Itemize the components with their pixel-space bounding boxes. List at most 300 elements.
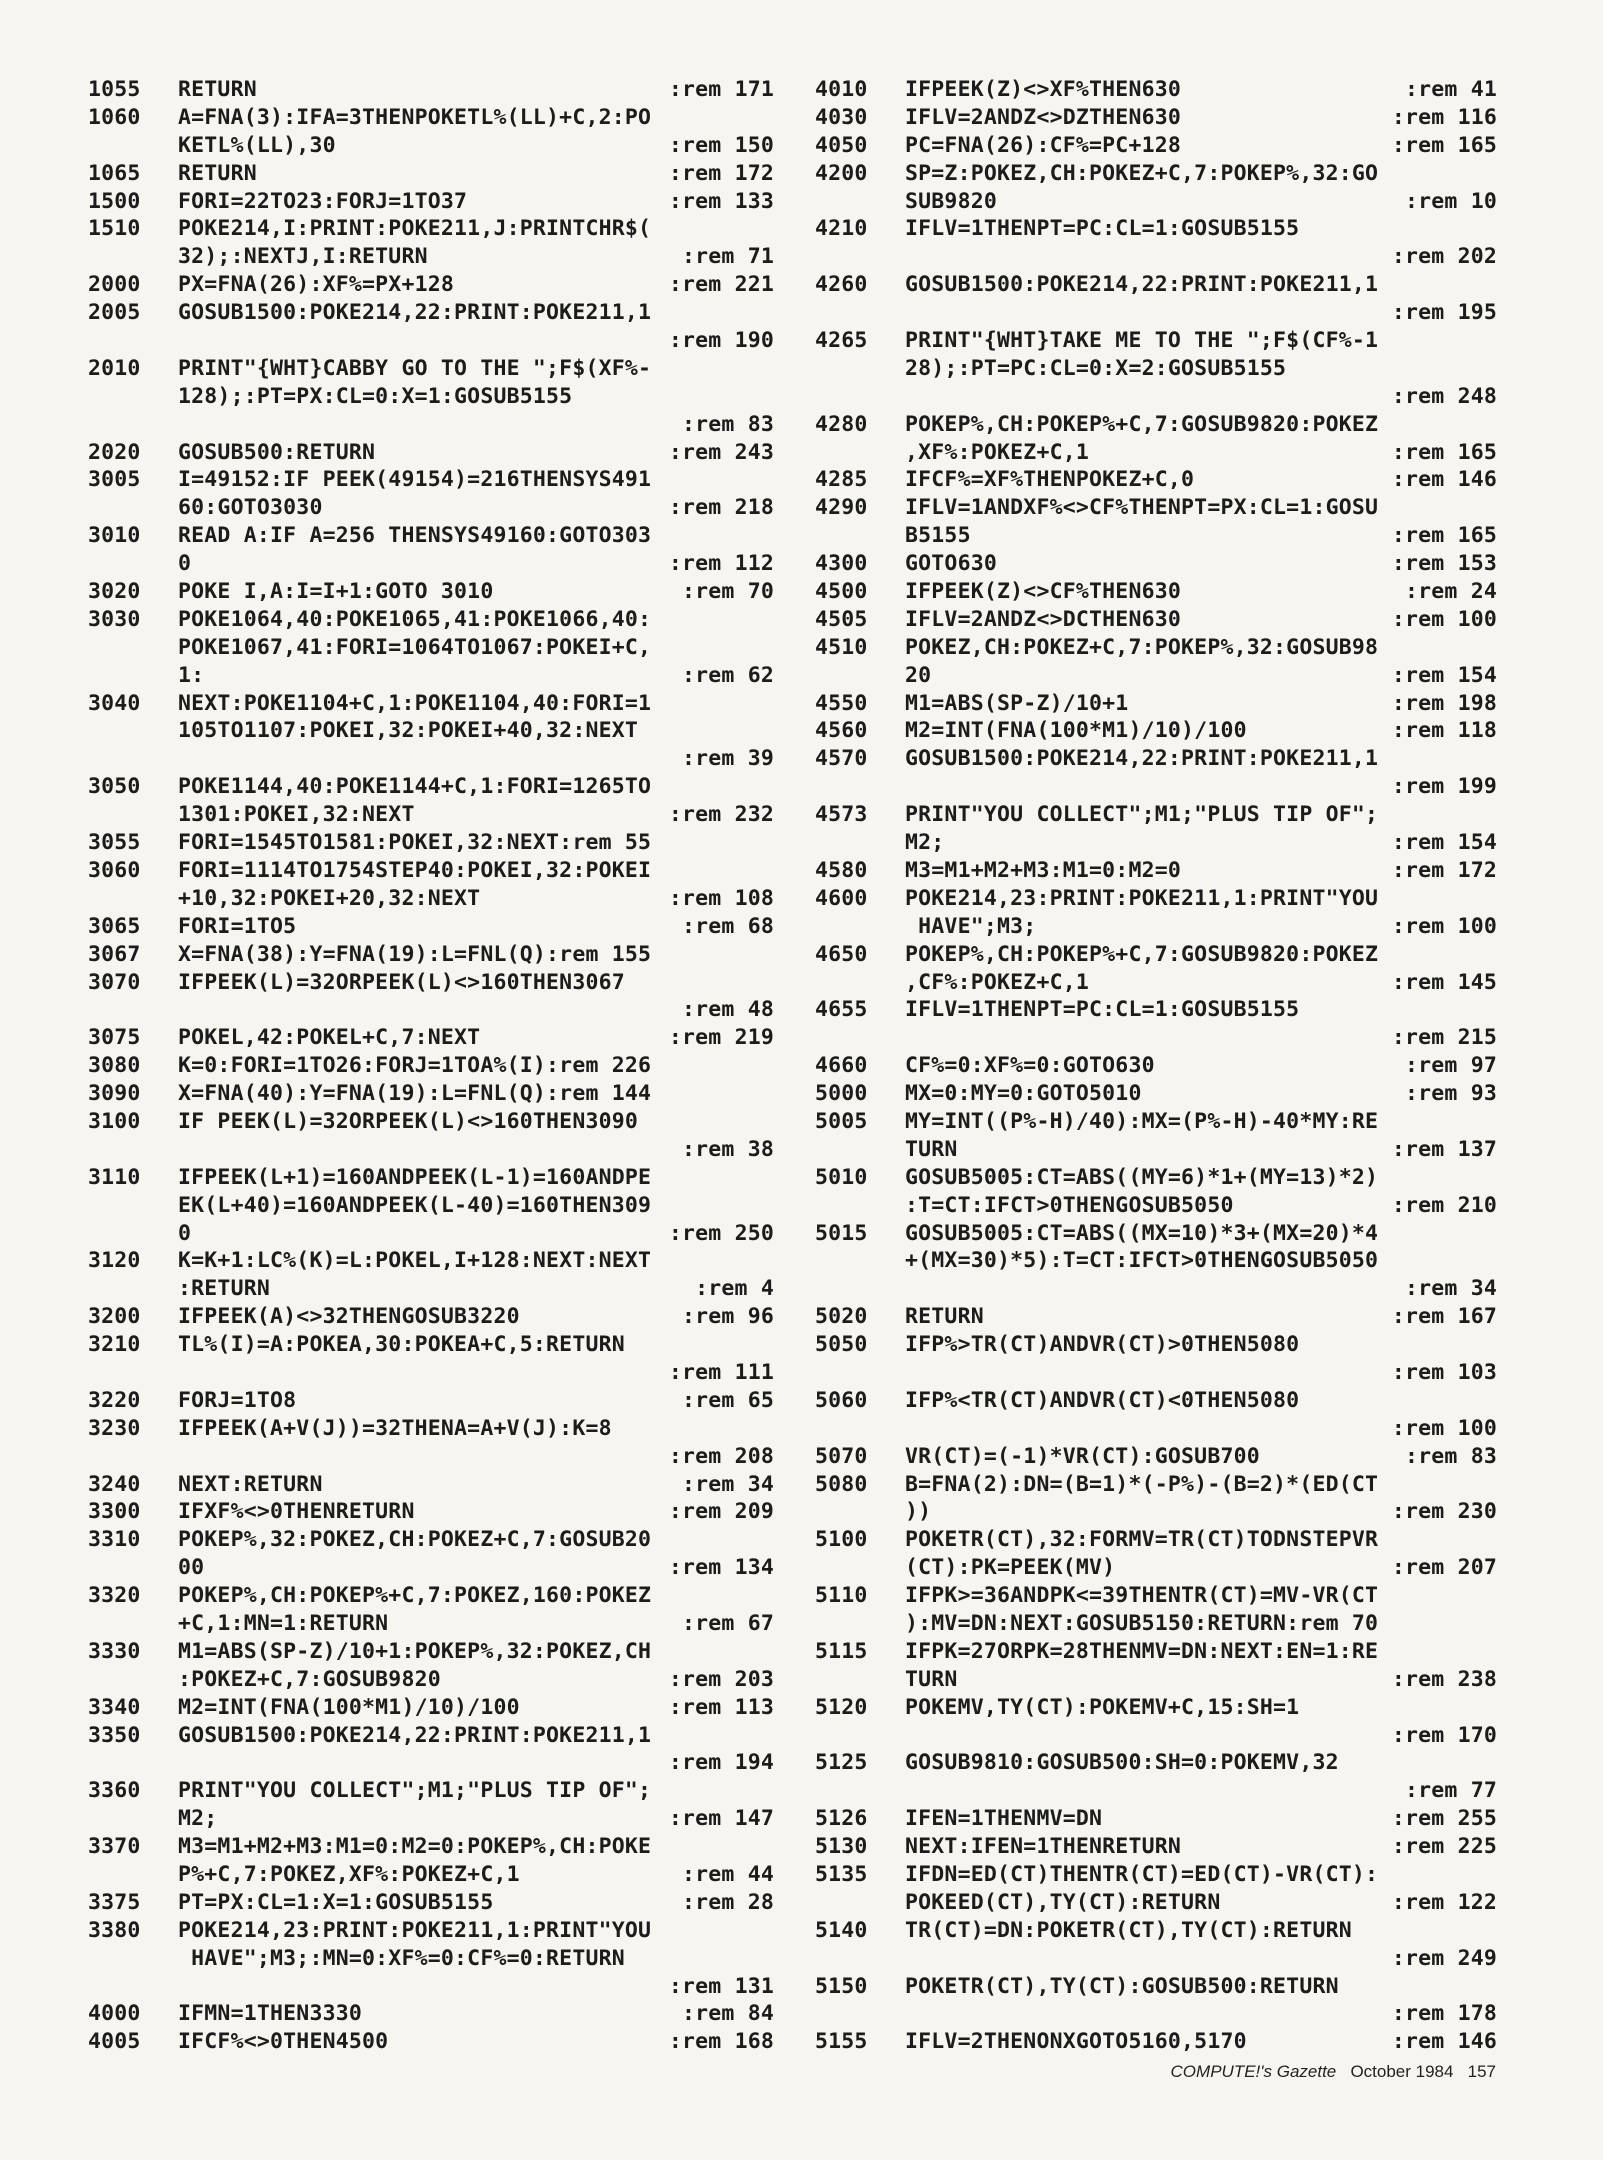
code-line <box>815 1080 1497 1108</box>
rem-checksum: :rem 195 <box>1391 300 1497 326</box>
rem-checksum: :rem 145 <box>1391 969 1497 995</box>
code-text: B=FNA(2):DN=(B=1)*(-P%)-(B=2)*(ED(CT <box>905 1471 1379 1497</box>
line-number: 4580 <box>815 857 868 883</box>
code-text: IFLV=2THENONXGOTO5160,5170 <box>905 2029 1247 2055</box>
code-line <box>815 606 1497 634</box>
code-line <box>88 578 774 606</box>
rem-checksum: :rem 133 <box>668 188 774 214</box>
code-text: GOSUB1500:POKE214,22:PRINT:POKE211,1 <box>905 272 1379 298</box>
line-number: 5155 <box>815 2029 868 2055</box>
code-line <box>815 1777 1497 1805</box>
line-number: 4290 <box>815 495 868 521</box>
code-text: GOSUB9810:GOSUB500:SH=0:POKEMV,32 <box>905 1750 1339 1776</box>
code-text: :POKEZ+C,7:GOSUB9820 <box>178 1666 441 1692</box>
rem-checksum: :rem 170 <box>1391 1722 1497 1748</box>
code-text: POKE1144,40:POKE1144+C,1:FORI=1265TO <box>178 774 652 800</box>
code-text: IFMN=1THEN3330 <box>178 2001 363 2027</box>
rem-checksum: :rem 210 <box>1391 1192 1497 1218</box>
code-line <box>88 1387 774 1415</box>
publication-name: COMPUTE!'s Gazette <box>1170 2062 1337 2081</box>
code-line <box>815 885 1497 913</box>
code-text: K=0:FORI=1TO26:FORJ=1TOA%(I):rem 226 <box>178 1053 652 1079</box>
line-number: 3055 <box>88 830 141 856</box>
rem-checksum: :rem 165 <box>1391 439 1497 465</box>
line-number: 4285 <box>815 467 868 493</box>
code-line <box>88 215 774 243</box>
line-number: 3340 <box>88 1694 141 1720</box>
line-number: 4573 <box>815 802 868 828</box>
code-line <box>88 1861 774 1889</box>
code-line <box>815 1722 1497 1750</box>
code-line <box>88 773 774 801</box>
code-line <box>88 550 774 578</box>
line-number: 4280 <box>815 411 868 437</box>
code-line <box>815 690 1497 718</box>
line-number: 4510 <box>815 634 868 660</box>
line-number: 2005 <box>88 300 141 326</box>
code-text: 60:GOTO3030 <box>178 495 323 521</box>
code-line <box>815 1136 1497 1164</box>
line-number: 4500 <box>815 579 868 605</box>
line-number: 3240 <box>88 1471 141 1497</box>
code-line <box>815 215 1497 243</box>
line-number: 4570 <box>815 746 868 772</box>
line-number: 4650 <box>815 941 868 967</box>
line-number: 5005 <box>815 1108 868 1134</box>
line-number: 3100 <box>88 1108 141 1134</box>
code-text: B5155 <box>905 523 971 549</box>
line-number: 3230 <box>88 1415 141 1441</box>
code-line <box>88 1917 774 1945</box>
code-line <box>815 969 1497 997</box>
code-line <box>88 76 774 104</box>
line-number: 4050 <box>815 132 868 158</box>
rem-checksum: :rem 153 <box>1391 551 1497 577</box>
code-text: RETURN <box>178 77 257 102</box>
code-line <box>88 2000 774 2028</box>
code-line <box>815 466 1497 494</box>
rem-checksum: :rem 199 <box>1391 774 1497 800</box>
rem-checksum: :rem 178 <box>1391 2001 1497 2027</box>
line-number: 3075 <box>88 1025 141 1051</box>
code-line <box>815 1638 1497 1666</box>
code-text: POKE214,I:PRINT:POKE211,J:PRINTCHR$( <box>178 216 652 242</box>
code-line <box>815 1359 1497 1387</box>
rem-checksum: :rem 165 <box>1391 523 1497 549</box>
rem-checksum: :rem 112 <box>668 551 774 577</box>
code-line <box>88 188 774 216</box>
line-number: 4560 <box>815 718 868 744</box>
code-text: A=FNA(3):IFA=3THENPOKETL%(LL)+C,2:PO <box>178 104 652 130</box>
code-line <box>815 522 1497 550</box>
code-line <box>88 132 774 160</box>
code-line <box>815 801 1497 829</box>
code-line <box>88 494 774 522</box>
code-text: X=FNA(40):Y=FNA(19):L=FNL(Q):rem 144 <box>178 1081 652 1107</box>
code-text: ,CF%:POKEZ+C,1 <box>905 969 1090 995</box>
code-line <box>815 1471 1497 1499</box>
code-line <box>815 857 1497 885</box>
code-line <box>88 1582 774 1610</box>
code-line <box>88 941 774 969</box>
line-number: 4000 <box>88 2001 141 2027</box>
code-line <box>815 1052 1497 1080</box>
code-text: KETL%(LL),30 <box>178 132 336 158</box>
code-line <box>815 1694 1497 1722</box>
line-number: 1055 <box>88 77 141 102</box>
code-text: IFLV=1THENPT=PC:CL=1:GOSUB5155 <box>905 216 1300 242</box>
line-number: 5135 <box>815 1862 868 1887</box>
line-number: 3005 <box>88 467 141 493</box>
line-number: 5150 <box>815 1973 868 1999</box>
line-number: 4300 <box>815 551 868 577</box>
code-text: FORI=22TO23:FORJ=1TO37 <box>178 188 468 214</box>
rem-checksum: :rem 34 <box>1404 1276 1497 1302</box>
code-text: NEXT:IFEN=1THENRETURN <box>905 1834 1182 1860</box>
code-line <box>88 1303 774 1331</box>
code-line <box>88 1247 774 1275</box>
code-text: PC=FNA(26):CF%=PC+128 <box>905 132 1182 158</box>
code-line <box>815 411 1497 439</box>
rem-checksum: :rem 147 <box>668 1806 774 1832</box>
code-text: PRINT"YOU COLLECT";M1;"PLUS TIP OF"; <box>178 1778 652 1804</box>
line-number: 1510 <box>88 216 141 242</box>
code-text: )) <box>905 1499 932 1525</box>
code-line <box>88 1722 774 1750</box>
code-text: M2=INT(FNA(100*M1)/10)/100 <box>178 1694 520 1720</box>
rem-checksum: :rem 154 <box>1391 830 1497 856</box>
code-line <box>88 271 774 299</box>
code-line <box>815 634 1497 662</box>
code-line <box>815 773 1497 801</box>
line-number: 3360 <box>88 1778 141 1804</box>
code-line <box>815 1387 1497 1415</box>
code-line <box>815 1554 1497 1582</box>
code-text: IFCF%<>0THEN4500 <box>178 2029 389 2055</box>
rem-checksum: :rem 209 <box>668 1499 774 1525</box>
code-line <box>815 132 1497 160</box>
line-number: 3210 <box>88 1332 141 1358</box>
code-line <box>815 1303 1497 1331</box>
code-text: GOSUB1500:POKE214,22:PRINT:POKE211,1 <box>178 300 652 326</box>
code-text: IFPEEK(Z)<>CF%THEN630 <box>905 579 1182 605</box>
line-number: 3060 <box>88 857 141 883</box>
code-text: 0 <box>178 551 192 577</box>
rem-checksum: :rem 93 <box>1404 1081 1497 1107</box>
code-text: POKE1067,41:FORI=1064TO1067:POKEI+C, <box>178 634 652 660</box>
rem-checksum: :rem 137 <box>1391 1136 1497 1162</box>
code-text: PT=PX:CL=1:X=1:GOSUB5155 <box>178 1889 494 1915</box>
code-text: IFPK>=36ANDPK<=39THENTR(CT)=MV-VR(CT <box>905 1583 1379 1609</box>
code-text: POKE214,23:PRINT:POKE211,1:PRINT"YOU <box>178 1917 652 1943</box>
line-number: 3220 <box>88 1387 141 1413</box>
line-number: 4005 <box>88 2029 141 2055</box>
rem-checksum: :rem 168 <box>668 2029 774 2055</box>
code-text: 28);:PT=PC:CL=0:X=2:GOSUB5155 <box>905 355 1287 381</box>
line-number: 4210 <box>815 216 868 242</box>
line-number: 5130 <box>815 1834 868 1860</box>
code-text: IFLV=2ANDZ<>DCTHEN630 <box>905 606 1182 632</box>
code-line <box>88 160 774 188</box>
line-number: 5070 <box>815 1443 868 1469</box>
code-text: :T=CT:IFCT>0THENGOSUB5050 <box>905 1192 1234 1218</box>
code-text: POKE214,23:PRINT:POKE211,1:PRINT"YOU <box>905 885 1379 911</box>
rem-checksum: :rem 232 <box>668 802 774 828</box>
rem-checksum: :rem 218 <box>668 495 774 521</box>
code-line <box>815 717 1497 745</box>
code-text: EK(L+40)=160ANDPEEK(L-40)=160THEN309 <box>178 1192 652 1218</box>
line-number: 3330 <box>88 1638 141 1664</box>
code-text: 0 <box>178 1220 192 1246</box>
rem-checksum: :rem 24 <box>1404 579 1497 605</box>
line-number: 3310 <box>88 1527 141 1553</box>
code-text: 00 <box>178 1555 205 1581</box>
rem-checksum: :rem 146 <box>1391 2029 1497 2055</box>
rem-checksum: :rem 243 <box>668 439 774 465</box>
code-line <box>815 1666 1497 1694</box>
code-line <box>815 1108 1497 1136</box>
rem-checksum: :rem 248 <box>1391 383 1497 409</box>
page-footer <box>1171 2062 1496 2082</box>
rem-checksum: :rem 83 <box>681 411 774 437</box>
code-text: GOTO630 <box>905 551 998 577</box>
code-text: 20 <box>905 662 932 688</box>
rem-checksum: :rem 122 <box>1391 1889 1497 1915</box>
code-line <box>88 299 774 327</box>
line-number: 5050 <box>815 1332 868 1358</box>
code-line <box>88 104 774 132</box>
rem-checksum: :rem 39 <box>681 746 774 772</box>
code-line <box>815 1247 1497 1275</box>
line-number: 3375 <box>88 1889 141 1915</box>
code-line <box>815 439 1497 467</box>
code-text: POKE I,A:I=I+1:GOTO 3010 <box>178 579 494 605</box>
rem-checksum: :rem 202 <box>1391 244 1497 270</box>
rem-checksum: :rem 67 <box>681 1610 774 1636</box>
rem-checksum: :rem 113 <box>668 1694 774 1720</box>
listing-right-column <box>815 76 1497 2056</box>
rem-checksum: :rem 28 <box>681 1889 774 1915</box>
code-text: IFP%>TR(CT)ANDVR(CT)>0THEN5080 <box>905 1332 1300 1358</box>
line-number: 3065 <box>88 913 141 939</box>
line-number: 3200 <box>88 1304 141 1330</box>
code-text: 32);:NEXTJ,I:RETURN <box>178 244 428 270</box>
code-text: POKEP%,32:POKEZ,CH:POKEZ+C,7:GOSUB20 <box>178 1527 652 1553</box>
code-line <box>815 355 1497 383</box>
line-number: 2000 <box>88 272 141 298</box>
code-line <box>88 2028 774 2056</box>
code-line <box>88 439 774 467</box>
code-line <box>815 327 1497 355</box>
rem-checksum: :rem 100 <box>1391 913 1497 939</box>
code-line <box>88 1498 774 1526</box>
code-line <box>815 1833 1497 1861</box>
code-line <box>88 1359 774 1387</box>
code-line <box>88 243 774 271</box>
line-number: 3110 <box>88 1164 141 1190</box>
line-number: 3300 <box>88 1499 141 1525</box>
code-text: FORI=1114TO1754STEP40:POKEI,32:POKEI <box>178 857 652 883</box>
code-text: VR(CT)=(-1)*VR(CT):GOSUB700 <box>905 1443 1260 1469</box>
line-number: 5125 <box>815 1750 868 1776</box>
code-text: IFPEEK(Z)<>XF%THEN630 <box>905 77 1182 102</box>
code-line <box>88 1275 774 1303</box>
code-line <box>815 188 1497 216</box>
code-line <box>815 2028 1497 2056</box>
line-number: 4660 <box>815 1053 868 1079</box>
code-text: IFXF%<>0THENRETURN <box>178 1499 415 1525</box>
line-number: 5010 <box>815 1164 868 1190</box>
line-number: 3320 <box>88 1583 141 1609</box>
line-number: 3120 <box>88 1248 141 1274</box>
code-line <box>815 76 1497 104</box>
code-line <box>88 1024 774 1052</box>
code-text: GOSUB5005:CT=ABS((MY=6)*1+(MY=13)*2) <box>905 1164 1379 1190</box>
code-text: IFPEEK(A+V(J))=32THENA=A+V(J):K=8 <box>178 1415 612 1441</box>
code-line <box>815 1275 1497 1303</box>
code-text: POKE1064,40:POKE1065,41:POKE1066,40: <box>178 606 652 632</box>
code-text: MX=0:MY=0:GOTO5010 <box>905 1081 1142 1107</box>
code-line <box>88 1945 774 1973</box>
code-text: 1301:POKEI,32:NEXT <box>178 802 415 828</box>
rem-checksum: :rem 250 <box>668 1220 774 1246</box>
code-line <box>815 494 1497 522</box>
line-number: 3350 <box>88 1722 141 1748</box>
code-text: 105TO1107:POKEI,32:POKEI+40,32:NEXT <box>178 718 639 744</box>
code-line <box>88 1666 774 1694</box>
code-line <box>815 1498 1497 1526</box>
line-number: 4260 <box>815 272 868 298</box>
rem-checksum: :rem 100 <box>1391 606 1497 632</box>
code-text: FORJ=1TO8 <box>178 1387 297 1413</box>
line-number: 1060 <box>88 104 141 130</box>
code-text: +10,32:POKEI+20,32:NEXT <box>178 885 481 911</box>
rem-checksum: :rem 131 <box>668 1973 774 1999</box>
line-number: 1065 <box>88 160 141 186</box>
rem-checksum: :rem 230 <box>1391 1499 1497 1525</box>
rem-checksum: :rem 171 <box>668 77 774 102</box>
rem-checksum: :rem 48 <box>681 997 774 1023</box>
code-text: MY=INT((P%-H)/40):MX=(P%-H)-40*MY:RE <box>905 1108 1379 1134</box>
code-text: TL%(I)=A:POKEA,30:POKEA+C,5:RETURN <box>178 1332 625 1358</box>
code-line <box>88 1192 774 1220</box>
rem-checksum: :rem 172 <box>668 160 774 186</box>
code-text: PRINT"{WHT}TAKE ME TO THE ";F$(CF%-1 <box>905 328 1379 354</box>
page-number: 157 <box>1467 2062 1496 2081</box>
code-text: IFPEEK(L+1)=160ANDPEEK(L-1)=160ANDPE <box>178 1164 652 1190</box>
line-number: 3090 <box>88 1081 141 1107</box>
code-text: GOSUB500:RETURN <box>178 439 376 465</box>
code-text: :RETURN <box>178 1276 271 1302</box>
issue-date: October 1984 <box>1350 2062 1454 2081</box>
code-line <box>815 1610 1497 1638</box>
code-text: POKETR(CT),TY(CT):GOSUB500:RETURN <box>905 1973 1339 1999</box>
code-line <box>815 1582 1497 1610</box>
code-text: PRINT"{WHT}CABBY GO TO THE ";F$(XF%- <box>178 355 652 381</box>
rem-checksum: :rem 10 <box>1404 188 1497 214</box>
rem-checksum: :rem 238 <box>1391 1666 1497 1692</box>
line-number: 3020 <box>88 579 141 605</box>
line-number: 3050 <box>88 774 141 800</box>
line-number: 4600 <box>815 885 868 911</box>
rem-checksum: :rem 167 <box>1391 1304 1497 1330</box>
code-text: IFPEEK(A)<>32THENGOSUB3220 <box>178 1304 520 1330</box>
code-line <box>815 160 1497 188</box>
rem-checksum: :rem 62 <box>681 662 774 688</box>
code-line <box>815 104 1497 132</box>
code-line <box>88 522 774 550</box>
rem-checksum: :rem 207 <box>1391 1555 1497 1581</box>
code-text: IFPEEK(L)=32ORPEEK(L)<>160THEN3067 <box>178 969 625 995</box>
code-line <box>815 1331 1497 1359</box>
code-line <box>815 2000 1497 2028</box>
code-line <box>815 271 1497 299</box>
line-number: 5015 <box>815 1220 868 1246</box>
code-text: IFEN=1THENMV=DN <box>905 1806 1103 1832</box>
line-number: 4030 <box>815 104 868 130</box>
rem-checksum: :rem 108 <box>668 885 774 911</box>
code-line <box>88 1805 774 1833</box>
code-text: SUB9820 <box>905 188 998 214</box>
line-number: 3070 <box>88 969 141 995</box>
code-text: READ A:IF A=256 THENSYS49160:GOTO303 <box>178 523 652 549</box>
code-line <box>88 1526 774 1554</box>
code-line <box>815 1164 1497 1192</box>
code-text: I=49152:IF PEEK(49154)=216THENSYS491 <box>178 467 652 493</box>
code-line <box>815 1220 1497 1248</box>
code-line <box>88 1777 774 1805</box>
code-text: CF%=0:XF%=0:GOTO630 <box>905 1053 1155 1079</box>
code-line <box>88 745 774 773</box>
code-line <box>88 1833 774 1861</box>
rem-checksum: :rem 44 <box>681 1862 774 1887</box>
code-line <box>815 1749 1497 1777</box>
code-text: IFDN=ED(CT)THENTR(CT)=ED(CT)-VR(CT): <box>905 1862 1379 1887</box>
rem-checksum: :rem 172 <box>1391 857 1497 883</box>
code-text: M1=ABS(SP-Z)/10+1:POKEP%,32:POKEZ,CH <box>178 1638 652 1664</box>
code-line <box>815 1192 1497 1220</box>
code-line <box>88 1415 774 1443</box>
code-line <box>88 1471 774 1499</box>
code-line <box>815 550 1497 578</box>
code-line <box>815 829 1497 857</box>
line-number: 5110 <box>815 1583 868 1609</box>
code-line <box>88 1052 774 1080</box>
code-line <box>88 829 774 857</box>
line-number: 4655 <box>815 997 868 1023</box>
code-line <box>815 1526 1497 1554</box>
rem-checksum: :rem 70 <box>681 579 774 605</box>
line-number: 4550 <box>815 690 868 716</box>
code-text: POKEZ,CH:POKEZ+C,7:POKEP%,32:GOSUB98 <box>905 634 1379 660</box>
line-number: 3080 <box>88 1053 141 1079</box>
code-text: (CT):PK=PEEK(MV) <box>905 1555 1116 1581</box>
code-line <box>88 885 774 913</box>
rem-checksum: :rem 249 <box>1391 1945 1497 1971</box>
code-line <box>815 996 1497 1024</box>
rem-checksum: :rem 83 <box>1404 1443 1497 1469</box>
code-text: K=K+1:LC%(K)=L:POKEL,I+128:NEXT:NEXT <box>178 1248 652 1274</box>
code-text: HAVE";M3;:MN=0:XF%=0:CF%=0:RETURN <box>178 1945 625 1971</box>
rem-checksum: :rem 221 <box>668 272 774 298</box>
code-text: IFLV=1THENPT=PC:CL=1:GOSUB5155 <box>905 997 1300 1023</box>
rem-checksum: :rem 4 <box>695 1276 774 1302</box>
code-text: TURN <box>905 1666 958 1692</box>
code-text: ):MV=DN:NEXT:GOSUB5150:RETURN:rem 70 <box>905 1610 1379 1636</box>
rem-checksum: :rem 41 <box>1404 77 1497 102</box>
code-line <box>88 1610 774 1638</box>
code-line <box>88 1164 774 1192</box>
